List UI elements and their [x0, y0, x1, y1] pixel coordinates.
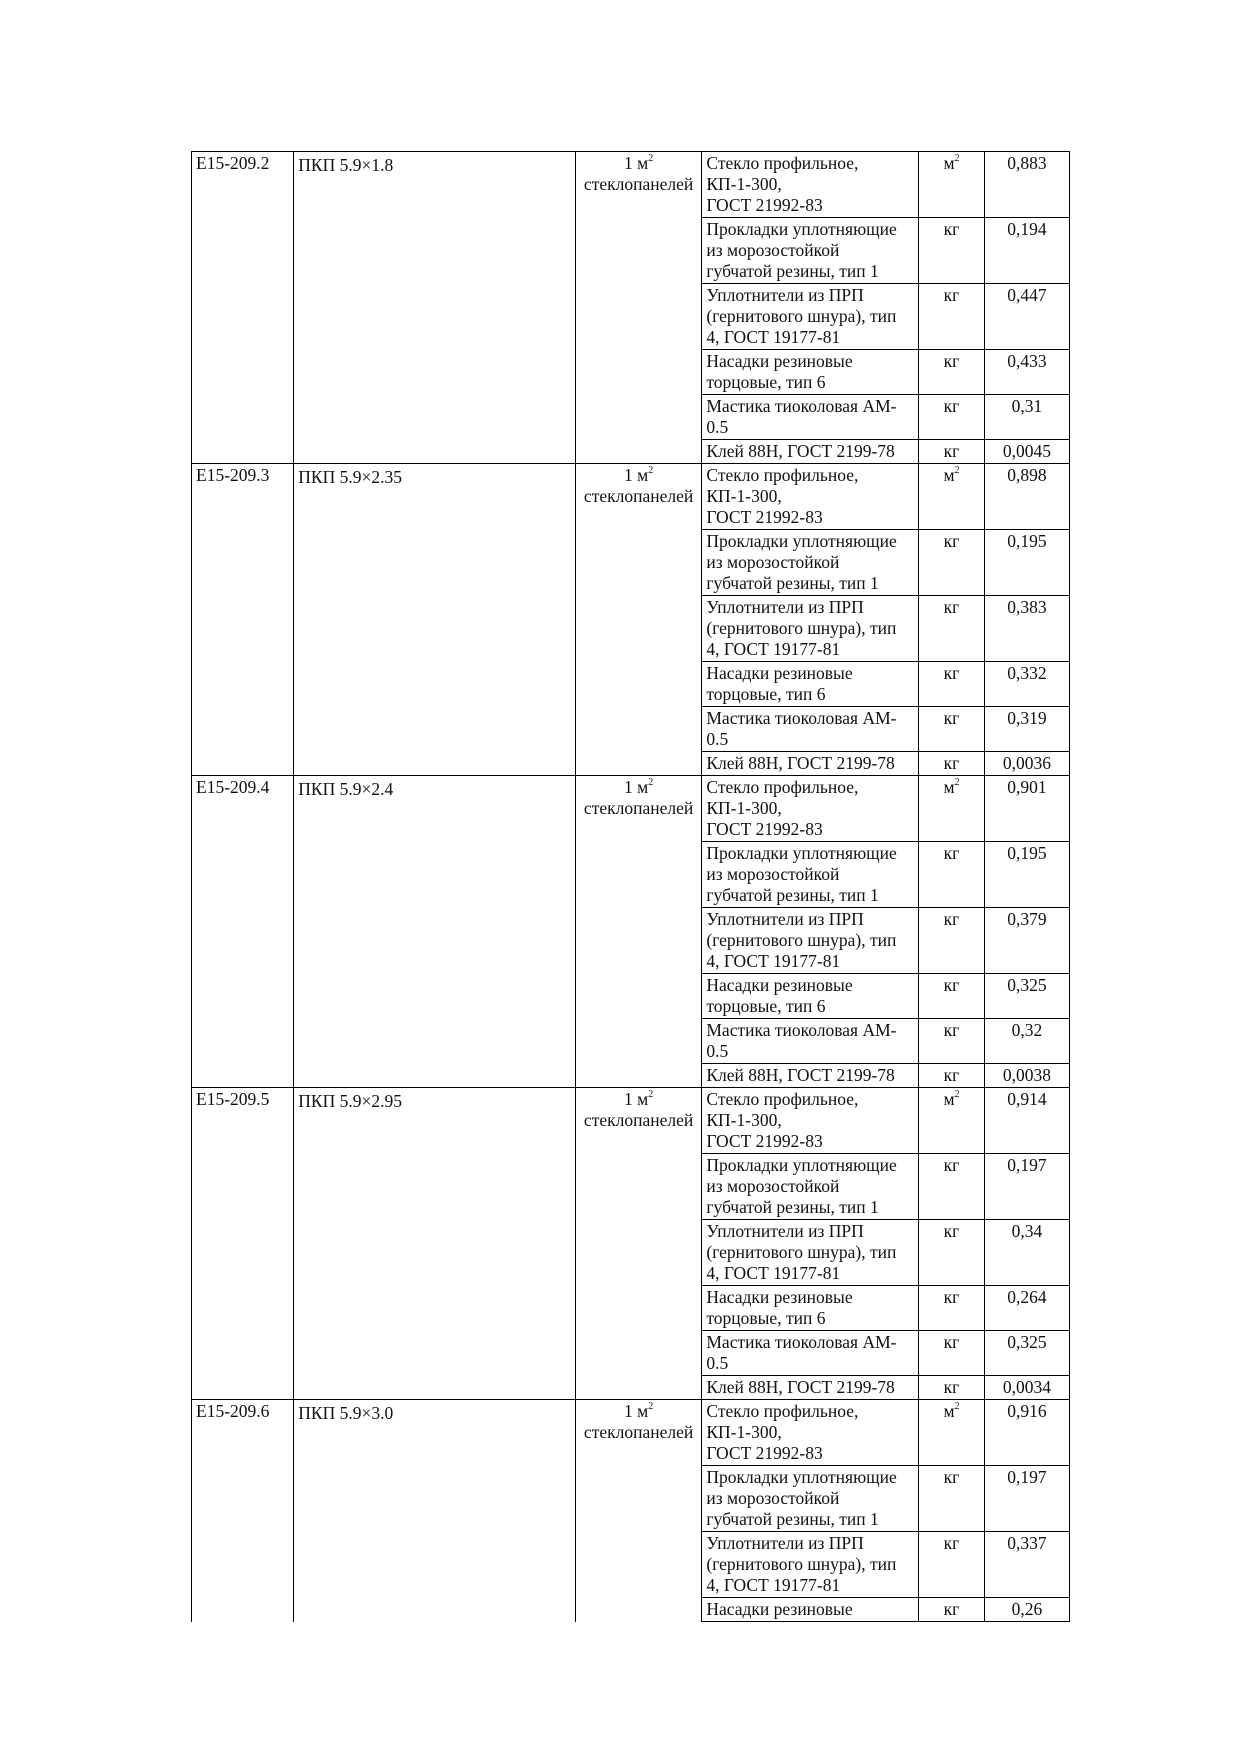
material-name-cell	[702, 1466, 919, 1532]
norm-code-cell	[192, 152, 294, 464]
material-name-cell	[702, 395, 919, 440]
norms-table-body	[192, 152, 1070, 1622]
panel-name: ПКП 5.9×1.8	[298, 155, 394, 175]
material-quantity-cell	[984, 974, 1069, 1019]
material-row	[192, 1088, 1070, 1154]
material-quantity: 0,195	[1007, 531, 1047, 551]
material-name-cell	[702, 464, 919, 530]
material-quantity-cell	[984, 752, 1069, 776]
material-unit: кг	[943, 1332, 960, 1352]
material-unit-cell	[919, 1532, 985, 1598]
measure-unit-exponent: 2	[648, 1401, 654, 1413]
material-unit: кг	[943, 219, 960, 239]
material-unit-cell	[919, 530, 985, 596]
material-unit-cell	[919, 395, 985, 440]
material-name-cell	[702, 1286, 919, 1331]
material-name-line: Стекло профильное,	[706, 153, 859, 173]
measure-unit-label: стеклопанелей	[583, 486, 694, 506]
material-unit-cell	[919, 776, 985, 842]
norm-code-cell	[192, 776, 294, 1088]
material-name-line: 0.5	[706, 1041, 729, 1061]
panel-name-cell	[294, 1088, 576, 1400]
material-quantity-cell	[984, 1154, 1069, 1220]
material-quantity-cell	[984, 842, 1069, 908]
norm-code-cell	[192, 1400, 294, 1622]
measure-unit-cell	[575, 152, 702, 464]
material-name-line: 4, ГОСТ 19177-81	[706, 327, 841, 347]
norm-code: Е15-209.6	[196, 1401, 270, 1421]
material-name-line: (гернитового шнура), тип	[706, 306, 897, 326]
material-unit-cell	[919, 350, 985, 395]
measure-unit-base: 1 м	[623, 153, 649, 173]
material-unit: кг	[943, 1599, 960, 1619]
material-unit-cell	[919, 218, 985, 284]
material-name-line: ГОСТ 21992-83	[706, 1443, 823, 1463]
material-name-line: (гернитового шнура), тип	[706, 1242, 897, 1262]
material-name-line: ГОСТ 21992-83	[706, 195, 823, 215]
material-name-cell	[702, 218, 919, 284]
measure-unit-exponent: 2	[648, 1089, 654, 1101]
material-name-line: из морозостойкой	[706, 864, 840, 884]
material-name-line: Прокладки уплотняющие	[706, 1467, 897, 1487]
material-name-line: 0.5	[706, 1353, 729, 1373]
measure-unit-exponent: 2	[648, 777, 654, 789]
material-name-cell	[702, 1154, 919, 1220]
material-name-line: 0.5	[706, 417, 729, 437]
material-quantity: 0,195	[1007, 843, 1047, 863]
material-name-cell	[702, 1088, 919, 1154]
material-unit-cell	[919, 464, 985, 530]
material-unit-cell	[919, 1088, 985, 1154]
material-name-cell	[702, 152, 919, 218]
material-quantity: 0,264	[1007, 1287, 1047, 1307]
material-name-cell	[702, 776, 919, 842]
material-name-line: торцовые, тип 6	[706, 372, 826, 392]
material-name-line: Клей 88Н, ГОСТ 2199-78	[706, 1065, 895, 1085]
material-quantity: 0,383	[1007, 597, 1047, 617]
material-unit-cell	[919, 1376, 985, 1400]
material-quantity: 0,31	[1011, 396, 1043, 416]
material-name-line: Уплотнители из ПРП	[706, 285, 864, 305]
material-unit-cell	[919, 1598, 985, 1622]
material-name-line: губчатой резины, тип 1	[706, 1197, 879, 1217]
material-name-line: КП-1-300,	[706, 486, 782, 506]
material-name-cell	[702, 1400, 919, 1466]
material-name-line: (гернитового шнура), тип	[706, 618, 897, 638]
material-name-cell	[702, 752, 919, 776]
material-name-line: из морозостойкой	[706, 552, 840, 572]
material-name-line: губчатой резины, тип 1	[706, 885, 879, 905]
material-unit-cell	[919, 974, 985, 1019]
measure-unit-cell	[575, 776, 702, 1088]
material-quantity: 0,0034	[1002, 1377, 1051, 1397]
material-quantity: 0,319	[1007, 708, 1047, 728]
material-row	[192, 152, 1070, 218]
material-name-cell	[702, 596, 919, 662]
material-name-line: 4, ГОСТ 19177-81	[706, 1575, 841, 1595]
material-name-cell	[702, 440, 919, 464]
material-name-line: КП-1-300,	[706, 174, 782, 194]
material-unit: кг	[943, 1377, 960, 1397]
material-quantity-cell	[984, 350, 1069, 395]
material-name-line: губчатой резины, тип 1	[706, 1509, 879, 1529]
material-unit-exponent: 2	[954, 153, 960, 165]
measure-unit-label: стеклопанелей	[583, 1422, 694, 1442]
material-quantity-cell	[984, 662, 1069, 707]
material-unit-exponent: 2	[954, 1089, 960, 1101]
material-unit: кг	[943, 1287, 960, 1307]
material-name-line: Мастика тиоколовая АМ-	[706, 396, 897, 416]
panel-name: ПКП 5.9×2.95	[298, 1091, 402, 1111]
material-name-line: Мастика тиоколовая АМ-	[706, 708, 897, 728]
norm-code: Е15-209.4	[196, 777, 270, 797]
material-name-cell	[702, 842, 919, 908]
material-name-line: Насадки резиновые	[706, 1287, 853, 1307]
norm-code: Е15-209.5	[196, 1089, 270, 1109]
material-quantity: 0,433	[1007, 351, 1047, 371]
material-quantity-cell	[984, 1286, 1069, 1331]
material-quantity-cell	[984, 1064, 1069, 1088]
material-quantity-cell	[984, 530, 1069, 596]
material-name-line: Клей 88Н, ГОСТ 2199-78	[706, 441, 895, 461]
material-quantity: 0,194	[1007, 219, 1047, 239]
material-name-line: Прокладки уплотняющие	[706, 1155, 897, 1175]
material-name-line: из морозостойкой	[706, 1488, 840, 1508]
material-quantity: 0,898	[1007, 465, 1047, 485]
material-name-line: Стекло профильное,	[706, 1089, 859, 1109]
material-quantity: 0,883	[1007, 153, 1047, 173]
material-unit-cell	[919, 1286, 985, 1331]
material-unit: кг	[943, 1155, 960, 1175]
material-quantity-cell	[984, 908, 1069, 974]
material-quantity: 0,197	[1007, 1467, 1047, 1487]
material-quantity-cell	[984, 218, 1069, 284]
norms-table	[191, 151, 1070, 1622]
material-unit: м	[943, 153, 955, 173]
material-quantity-cell	[984, 707, 1069, 752]
material-quantity-cell	[984, 1532, 1069, 1598]
material-name-line: Уплотнители из ПРП	[706, 1533, 864, 1553]
material-name-line: из морозостойкой	[706, 240, 840, 260]
material-name-line: Прокладки уплотняющие	[706, 843, 897, 863]
material-quantity: 0,916	[1007, 1401, 1047, 1421]
material-quantity: 0,325	[1007, 975, 1047, 995]
material-unit: кг	[943, 708, 960, 728]
material-unit-exponent: 2	[954, 1401, 960, 1413]
material-unit: кг	[943, 285, 960, 305]
material-name-cell	[702, 1598, 919, 1622]
material-quantity: 0,447	[1007, 285, 1047, 305]
material-quantity-cell	[984, 1220, 1069, 1286]
measure-unit-base: 1 м	[623, 1401, 649, 1421]
material-unit-cell	[919, 152, 985, 218]
norm-code: Е15-209.3	[196, 465, 270, 485]
material-quantity-cell	[984, 1466, 1069, 1532]
material-quantity-cell	[984, 1598, 1069, 1622]
material-unit: кг	[943, 396, 960, 416]
material-name-cell	[702, 662, 919, 707]
panel-name-cell	[294, 152, 576, 464]
material-quantity: 0,0038	[1002, 1065, 1051, 1085]
material-name-cell	[702, 908, 919, 974]
material-name-line: ГОСТ 21992-83	[706, 507, 823, 527]
material-name-cell	[702, 1331, 919, 1376]
material-name-line: 4, ГОСТ 19177-81	[706, 639, 841, 659]
material-unit: м	[943, 777, 955, 797]
material-unit-cell	[919, 908, 985, 974]
material-quantity-cell	[984, 1400, 1069, 1466]
panel-name-cell	[294, 1400, 576, 1622]
material-name-line: Насадки резиновые	[706, 351, 853, 371]
material-name-cell	[702, 1064, 919, 1088]
material-name-line: торцовые, тип 6	[706, 1308, 826, 1328]
material-unit-cell	[919, 284, 985, 350]
material-unit: кг	[943, 1221, 960, 1241]
material-name-line: Стекло профильное,	[706, 1401, 859, 1421]
material-unit-cell	[919, 662, 985, 707]
material-unit-cell	[919, 1220, 985, 1286]
norm-code-cell	[192, 1088, 294, 1400]
material-quantity: 0,914	[1007, 1089, 1047, 1109]
panel-name: ПКП 5.9×3.0	[298, 1403, 394, 1423]
norm-code: Е15-209.2	[196, 153, 270, 173]
material-name-cell	[702, 1019, 919, 1064]
material-unit: кг	[943, 909, 960, 929]
material-unit: кг	[943, 663, 960, 683]
material-name-cell	[702, 1532, 919, 1598]
material-row	[192, 464, 1070, 530]
measure-unit-base: 1 м	[623, 777, 649, 797]
material-name-line: Насадки резиновые	[706, 1599, 853, 1619]
material-unit: кг	[943, 753, 960, 773]
material-unit: кг	[943, 531, 960, 551]
material-name-line: Прокладки уплотняющие	[706, 219, 897, 239]
material-quantity: 0,0036	[1002, 753, 1051, 773]
material-quantity: 0,32	[1011, 1020, 1043, 1040]
material-quantity: 0,337	[1007, 1533, 1047, 1553]
material-quantity-cell	[984, 1019, 1069, 1064]
material-name-line: Стекло профильное,	[706, 777, 859, 797]
material-unit: кг	[943, 441, 960, 461]
material-name-line: Мастика тиоколовая АМ-	[706, 1332, 897, 1352]
material-unit: кг	[943, 1467, 960, 1487]
material-quantity: 0,379	[1007, 909, 1047, 929]
material-quantity: 0,0045	[1002, 441, 1051, 461]
measure-unit-label: стеклопанелей	[583, 174, 694, 194]
material-quantity: 0,332	[1007, 663, 1047, 683]
material-unit: м	[943, 1089, 955, 1109]
material-quantity: 0,197	[1007, 1155, 1047, 1175]
measure-unit-cell	[575, 1088, 702, 1400]
material-unit-cell	[919, 707, 985, 752]
material-row	[192, 776, 1070, 842]
material-quantity-cell	[984, 152, 1069, 218]
material-quantity-cell	[984, 464, 1069, 530]
material-name-line: из морозостойкой	[706, 1176, 840, 1196]
material-unit-cell	[919, 1400, 985, 1466]
material-quantity: 0,34	[1011, 1221, 1043, 1241]
material-quantity: 0,26	[1011, 1599, 1043, 1619]
material-row	[192, 1400, 1070, 1466]
material-unit: кг	[943, 1065, 960, 1085]
material-quantity: 0,325	[1007, 1332, 1047, 1352]
material-name-line: Уплотнители из ПРП	[706, 597, 864, 617]
measure-unit-cell	[575, 464, 702, 776]
material-name-line: губчатой резины, тип 1	[706, 573, 879, 593]
measure-unit-label: стеклопанелей	[583, 798, 694, 818]
panel-name-cell	[294, 464, 576, 776]
material-name-line: (гернитового шнура), тип	[706, 1554, 897, 1574]
material-name-cell	[702, 284, 919, 350]
material-name-cell	[702, 707, 919, 752]
material-name-line: 4, ГОСТ 19177-81	[706, 951, 841, 971]
material-unit: кг	[943, 1533, 960, 1553]
material-name-cell	[702, 530, 919, 596]
material-unit-cell	[919, 1019, 985, 1064]
material-unit: кг	[943, 843, 960, 863]
material-quantity-cell	[984, 596, 1069, 662]
material-name-cell	[702, 1376, 919, 1400]
panel-name: ПКП 5.9×2.4	[298, 779, 394, 799]
material-quantity-cell	[984, 1088, 1069, 1154]
material-name-line: Клей 88Н, ГОСТ 2199-78	[706, 753, 895, 773]
material-name-line: Стекло профильное,	[706, 465, 859, 485]
material-unit-exponent: 2	[954, 465, 960, 477]
material-name-line: торцовые, тип 6	[706, 684, 826, 704]
material-unit-cell	[919, 1466, 985, 1532]
material-unit-exponent: 2	[954, 777, 960, 789]
material-unit: кг	[943, 597, 960, 617]
measure-unit-base: 1 м	[623, 1089, 649, 1109]
material-quantity-cell	[984, 440, 1069, 464]
material-unit: м	[943, 1401, 955, 1421]
material-unit: кг	[943, 1020, 960, 1040]
material-quantity-cell	[984, 1376, 1069, 1400]
material-name-line: КП-1-300,	[706, 798, 782, 818]
material-name-line: Насадки резиновые	[706, 663, 853, 683]
material-unit-cell	[919, 596, 985, 662]
material-name-line: Уплотнители из ПРП	[706, 909, 864, 929]
material-name-line: КП-1-300,	[706, 1110, 782, 1130]
measure-unit-cell	[575, 1400, 702, 1622]
material-unit: кг	[943, 975, 960, 995]
material-quantity-cell	[984, 284, 1069, 350]
material-quantity-cell	[984, 395, 1069, 440]
material-name-line: губчатой резины, тип 1	[706, 261, 879, 281]
material-name-line: 4, ГОСТ 19177-81	[706, 1263, 841, 1283]
material-unit-cell	[919, 1154, 985, 1220]
material-name-line: Уплотнители из ПРП	[706, 1221, 864, 1241]
material-name-line: КП-1-300,	[706, 1422, 782, 1442]
material-unit-cell	[919, 1331, 985, 1376]
material-quantity: 0,901	[1007, 777, 1047, 797]
material-name-cell	[702, 1220, 919, 1286]
material-name-line: 0.5	[706, 729, 729, 749]
panel-name-cell	[294, 776, 576, 1088]
material-name-line: ГОСТ 21992-83	[706, 819, 823, 839]
material-unit-cell	[919, 842, 985, 908]
material-quantity-cell	[984, 776, 1069, 842]
norm-code-cell	[192, 464, 294, 776]
measure-unit-label: стеклопанелей	[583, 1110, 694, 1130]
material-name-line: ГОСТ 21992-83	[706, 1131, 823, 1151]
material-name-line: (гернитового шнура), тип	[706, 930, 897, 950]
material-name-line: торцовые, тип 6	[706, 996, 826, 1016]
panel-name: ПКП 5.9×2.35	[298, 467, 402, 487]
material-quantity-cell	[984, 1331, 1069, 1376]
material-name-line: Клей 88Н, ГОСТ 2199-78	[706, 1377, 895, 1397]
material-name-cell	[702, 974, 919, 1019]
material-name-line: Насадки резиновые	[706, 975, 853, 995]
material-name-line: Прокладки уплотняющие	[706, 531, 897, 551]
material-unit-cell	[919, 752, 985, 776]
material-unit-cell	[919, 1064, 985, 1088]
material-unit: кг	[943, 351, 960, 371]
measure-unit-base: 1 м	[623, 465, 649, 485]
material-name-cell	[702, 350, 919, 395]
measure-unit-exponent: 2	[648, 465, 654, 477]
material-name-line: Мастика тиоколовая АМ-	[706, 1020, 897, 1040]
material-unit-cell	[919, 440, 985, 464]
measure-unit-exponent: 2	[648, 153, 654, 165]
material-unit: м	[943, 465, 955, 485]
